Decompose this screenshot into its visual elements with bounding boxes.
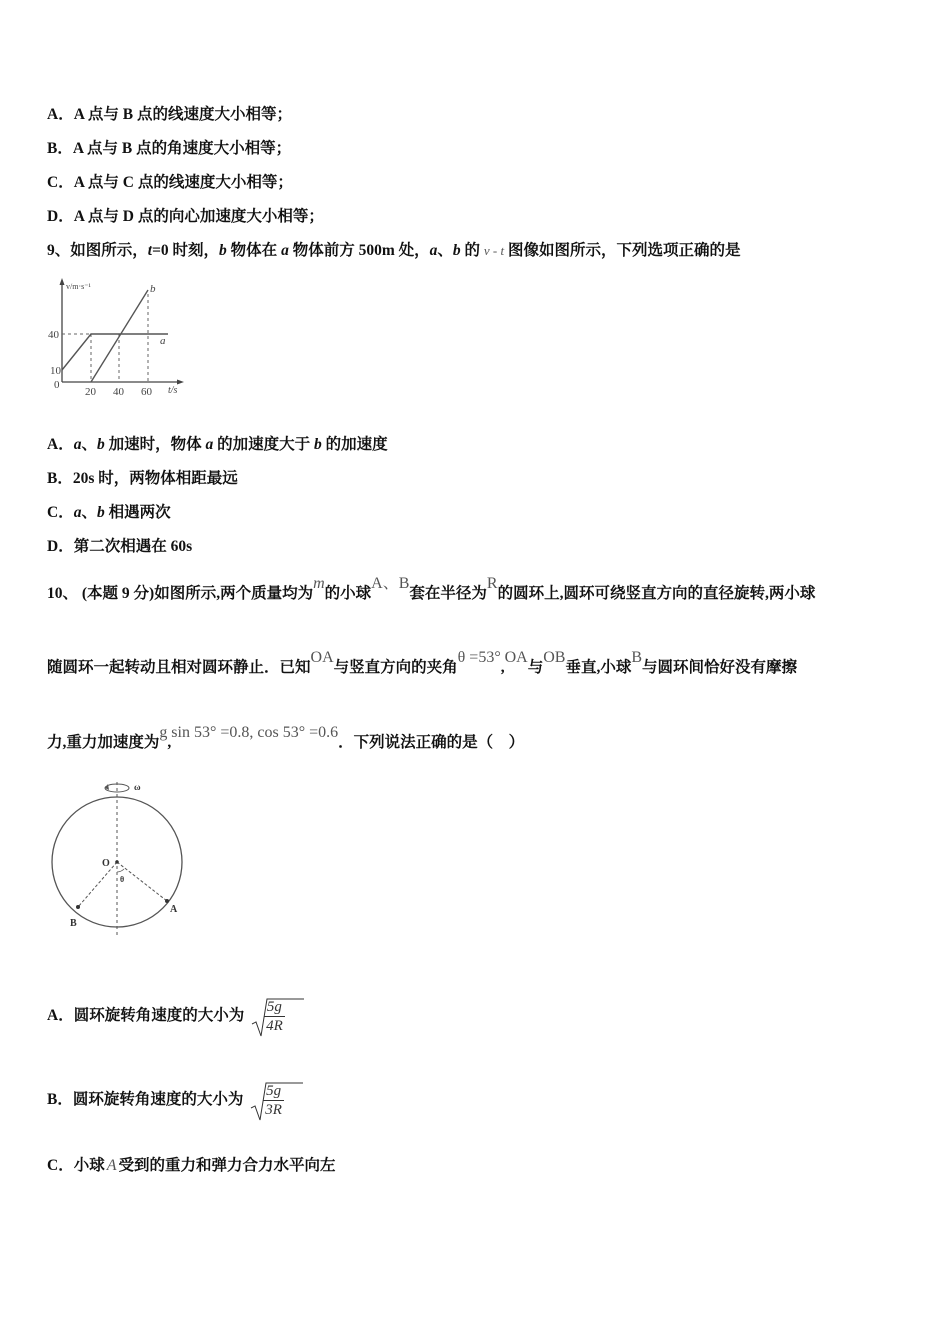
x-tick-20: 20 [85, 386, 96, 398]
q8-option-c [47, 170, 293, 192]
option-text: 20s 时，两物体相距最远 [72, 470, 238, 487]
text: 的小球 [324, 585, 372, 602]
q10-stem-line3 [47, 724, 525, 752]
x-axis-label: t/s [168, 385, 178, 396]
text: 与圆环间恰好没有摩擦 [642, 659, 798, 676]
q8-option-d [47, 204, 324, 226]
x-tick-60: 60 [141, 386, 152, 398]
text: 的圆环上,圆环可绕竖直方向的直径旋转,两小球 [497, 585, 816, 602]
text: 的加速度大于 [213, 436, 314, 453]
radius-OB [78, 862, 117, 907]
var-a: a [205, 436, 214, 453]
text: , [500, 659, 505, 676]
fraction-numerator: 5g [263, 1082, 284, 1101]
q10-option-a [47, 998, 285, 1035]
option-letter: C． [47, 174, 74, 191]
radius-OA [117, 862, 167, 901]
ball-A [165, 899, 169, 903]
option-letter: A． [47, 106, 74, 123]
text: 与竖直方向的夹角 [333, 659, 458, 676]
q10-option-c [47, 1153, 336, 1175]
q10-option-b [47, 1082, 284, 1119]
option-letter: B． [47, 470, 73, 487]
q8-option-a [47, 102, 292, 124]
sqrt-icon [249, 1080, 305, 1124]
var-a: a [429, 242, 438, 259]
origin-label: 0 [54, 379, 60, 391]
ring-figure [46, 776, 188, 942]
text: , [167, 734, 172, 751]
q9-option-d [47, 534, 192, 556]
omega-label: ω [134, 782, 141, 792]
theta-value: θ =53° [457, 649, 501, 666]
text: 与 [527, 659, 544, 676]
vt-graph [44, 276, 189, 400]
var-t: t [147, 242, 153, 259]
option-text: A 点与 B 点的角速度大小相等； [72, 140, 292, 157]
fraction-denominator: 3R [265, 1102, 282, 1118]
var-OA: OA [310, 649, 334, 666]
x-axis-arrow-icon [177, 380, 184, 385]
label-b: b [150, 283, 156, 295]
text: 的 [460, 242, 484, 259]
var-AB: A、B [371, 575, 410, 592]
q9-stem [47, 238, 741, 260]
var-a: a [73, 436, 82, 453]
text: 加速时，物体 [104, 436, 206, 453]
text: 力,重力加速度为 [47, 734, 160, 751]
var-b: b [96, 504, 105, 521]
sqrt-expression [263, 1082, 284, 1119]
q9-option-b [47, 466, 238, 488]
text: 、 [81, 436, 97, 453]
text: 垂直,小球 [565, 659, 632, 676]
q8-option-b [47, 136, 291, 158]
option-text: 圆环旋转角速度的大小为 [72, 1091, 244, 1109]
text: 套在半径为 [409, 585, 487, 602]
option-letter: A． [47, 1007, 74, 1025]
y-axis-arrow-icon [60, 278, 65, 285]
label-O: O [102, 858, 110, 869]
option-letter: B． [47, 140, 73, 157]
label-a: a [160, 335, 166, 347]
line-b [91, 290, 148, 382]
option-letter: C． [47, 504, 74, 521]
option-text: 小球 [73, 1157, 105, 1174]
var-m: m [313, 575, 325, 592]
text: 10、 (本题 9 分)如图所示,两个质量均为 [47, 585, 314, 602]
text: 随圆环一起转动且相对圆环静止．已知 [47, 659, 311, 676]
q10-stem-line1 [47, 575, 816, 603]
var-OB: OB [543, 649, 566, 666]
option-text: A 点与 D 点的向心加速度大小相等； [73, 208, 324, 225]
label-A: A [170, 904, 178, 915]
label-B: B [70, 918, 77, 929]
text: 图像如图所示，下列选项正确的是 [504, 242, 741, 259]
text: 物体在 [226, 242, 282, 259]
ball-B [76, 905, 80, 909]
var-OA: OA [504, 649, 528, 666]
var-a: a [281, 242, 289, 259]
var-a: a [73, 504, 82, 521]
var-B: B [631, 649, 643, 666]
option-text: A 点与 C 点的线速度大小相等； [73, 174, 293, 191]
var-b: b [219, 242, 227, 259]
option-letter: B． [47, 1091, 73, 1109]
option-text: 受到的重力和弹力合力水平向左 [118, 1157, 336, 1174]
var-b: b [452, 242, 461, 259]
option-letter: C． [47, 1157, 74, 1174]
text: ．下列说法正确的是（ ） [338, 734, 525, 751]
text: 相遇两次 [104, 504, 171, 521]
option-letter: A． [47, 436, 74, 453]
q10-stem-line2 [47, 649, 798, 677]
text: =0 时刻， [152, 242, 220, 259]
text: 的加速度 [321, 436, 388, 453]
var-A: A [106, 1157, 117, 1174]
center-point [115, 860, 119, 864]
y-tick-40: 40 [48, 329, 59, 341]
var-b: b [314, 436, 322, 453]
vt-formula: v - t [483, 243, 505, 258]
fraction-denominator: 4R [266, 1018, 283, 1034]
trig-values: sin 53° =0.8, cos 53° =0.6 [171, 724, 339, 741]
fraction-numerator: 5g [264, 998, 285, 1017]
text: 、 [437, 242, 453, 259]
label-theta: θ [120, 875, 125, 884]
var-b: b [96, 436, 105, 453]
q9-number: 9、如图所示， [47, 242, 148, 259]
sqrt-icon [250, 996, 306, 1040]
q9-option-c [47, 500, 171, 522]
option-text: 第二次相遇在 60s [73, 538, 193, 555]
option-text: 圆环旋转角速度的大小为 [73, 1007, 245, 1025]
text: 物体前方 500m 处， [288, 242, 430, 259]
q9-option-a [47, 432, 388, 454]
angle-arc [117, 869, 124, 872]
var-R: R [486, 575, 498, 592]
x-tick-40: 40 [113, 386, 124, 398]
option-text: A 点与 B 点的线速度大小相等； [73, 106, 293, 123]
sqrt-expression [264, 998, 285, 1035]
var-g: g [159, 724, 168, 741]
option-letter: D． [47, 538, 74, 555]
option-letter: D． [47, 208, 74, 225]
text: 、 [81, 504, 97, 521]
y-axis-label: v/m·s⁻¹ [66, 282, 91, 291]
y-tick-10: 10 [50, 365, 61, 377]
line-a [62, 334, 168, 370]
